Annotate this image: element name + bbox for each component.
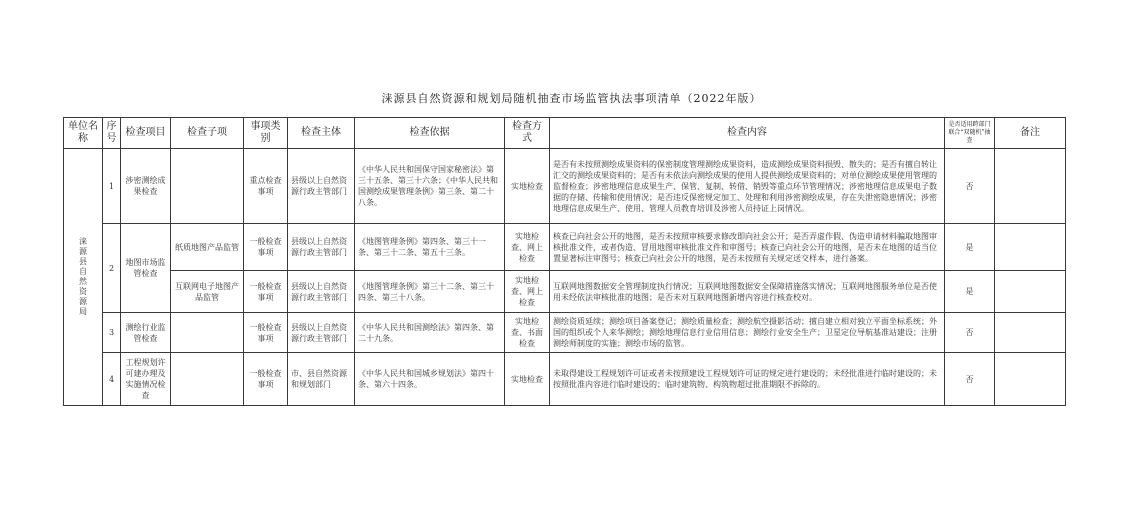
subject-cell: 县级以上自然资源行政主管部门 [288,313,355,353]
category-cell: 一般检查事项 [244,224,288,271]
table-row [64,313,1066,353]
header-subject: 检查主体 [288,118,355,149]
method-cell: 实地检查、网上检查 [505,224,550,271]
method-cell: 实地检查 [505,149,550,224]
item-cell: 涉密测绘成果检查 [121,149,171,224]
header-unit: 单位名称 [64,118,103,149]
item-cell: 测绘行业监管检查 [121,313,171,353]
note-cell [995,353,1066,406]
unit-name-cell: 涞源县自然资源局 [64,149,103,406]
content-cell: 是否有未按照测绘成果资料的保密制度管理测绘成果资料，造成测绘成果资料损毁、散失的；是否有擅自转让汇交的测绘成果资料的；是否有未依法向测绘成果的使用人提供测绘成果资料的；对单位测绘成果使用管理的监督检查；涉密地理信息成果生产、保管、复制、转借、销毁等重点环节管理情况；涉密地理信息成果电子数据的存储、传输和使用情况；是否违反保密规定加工、处理和利用涉密测绘成果，存在失泄密隐患情况；涉密地理信息成果生产、使用、管理人员教育培训及涉密人员持证上岗情况。 [550,149,945,224]
content-cell: 测绘资质延续；测绘项目备案登记；测绘质量检查；测绘航空摄影活动；擅自建立相对独立平面坐标系统；外国的组织或个人来华测绘；测绘地理信息行业信用信息；测绘行业安全生产；卫星定位导航基准站建设；注册测绘师制度的实施；测绘市场的监管。 [550,313,945,353]
table-row [64,353,1066,406]
joint-cell: 否 [945,353,995,406]
table-row [64,149,1066,224]
content-cell: 互联网地图数据安全管理制度执行情况；互联网地图数据安全保障措施落实情况；互联网地图服务单位是否使用未经依法审核批准的地图；是否未对互联网地图新增内容进行核查校对。 [550,271,945,313]
subject-cell: 市、县自然资源和规划部门 [288,353,355,406]
header-content: 检查内容 [550,118,945,149]
basis-cell: 《中华人民共和国城乡规划法》第四十条、第六十四条。 [355,353,505,406]
category-cell: 重点检查事项 [244,149,288,224]
header-joint: 是否适用跨部门联合“双随机”抽查 [945,118,995,149]
note-cell [995,313,1066,353]
table-header-row [64,118,1066,149]
subitem-cell [171,353,244,406]
note-cell [995,224,1066,271]
header-subitem: 检查子项 [171,118,244,149]
joint-cell: 是 [945,224,995,271]
category-cell: 一般检查事项 [244,353,288,406]
category-cell: 一般检查事项 [244,271,288,313]
basis-cell: 《中华人民共和国保守国家秘密法》第三十五条、第三十六条；《中华人民共和国测绘成果管理条例》第三条、第二十八条。 [355,149,505,224]
method-cell: 实地检查、网上检查 [505,271,550,313]
joint-cell: 是 [945,271,995,313]
subitem-cell [171,313,244,353]
seq-cell: 4 [103,353,121,406]
joint-cell: 否 [945,313,995,353]
seq-cell: 1 [103,149,121,224]
subject-cell: 县级以上自然资源行政主管部门 [288,271,355,313]
seq-cell: 3 [103,313,121,353]
category-cell: 一般检查事项 [244,313,288,353]
content-cell: 核查已向社会公开的地图，是否未按照审核要求修改即向社会公开；是否弄虚作假、伪造申请材料骗取地图审核批准文件，或者伪造、冒用地图审核批准文件和审图号；核查已向社会公开的地图，是否未在地图的适当位置显著标注审图号；核查已向社会公开的地图，是否未按照有关规定送交样本，进行备案。 [550,224,945,271]
method-cell: 实地检查 [505,353,550,406]
header-note: 备注 [995,118,1066,149]
subject-cell: 县级以上自然资源行政主管部门 [288,224,355,271]
subitem-cell: 互联网电子地图产品监管 [171,271,244,313]
content-cell: 未取得建设工程规划许可证或者未按照建设工程规划许可证的规定进行建设的；未经批准进行临时建设的；未按照批准内容进行临时建设的；临时建筑物、构筑物超过批准期限不拆除的。 [550,353,945,406]
header-basis: 检查依据 [355,118,505,149]
subject-cell: 县级以上自然资源行政主管部门 [288,149,355,224]
item-cell: 工程规划许可建办理及实施情况检查 [121,353,171,406]
method-cell: 实地检查、书面检查 [505,313,550,353]
header-method: 检查方式 [505,118,550,149]
header-category: 事项类别 [244,118,288,149]
basis-cell: 《地图管理条例》第四条、第三十一条、第三十二条、第五十三条。 [355,224,505,271]
inspection-table [63,117,1066,406]
basis-cell: 《中华人民共和国测绘法》第四条、第二十九条。 [355,313,505,353]
header-item: 检查项目 [121,118,171,149]
header-seq: 序号 [103,118,121,149]
subitem-cell [171,149,244,224]
item-cell: 地图市场监管检查 [121,224,171,313]
joint-cell: 否 [945,149,995,224]
table-row [64,224,1066,271]
document-title: 涞源县自然资源和规划局随机抽查市场监管执法事项清单（2022年版） [381,92,762,105]
table-row [64,271,1066,313]
seq-cell: 2 [103,224,121,313]
note-cell [995,271,1066,313]
subitem-cell: 纸质地图产品监管 [171,224,244,271]
note-cell [995,149,1066,224]
basis-cell: 《地图管理条例》第三十二条、第三十四条、第三十八条。 [355,271,505,313]
